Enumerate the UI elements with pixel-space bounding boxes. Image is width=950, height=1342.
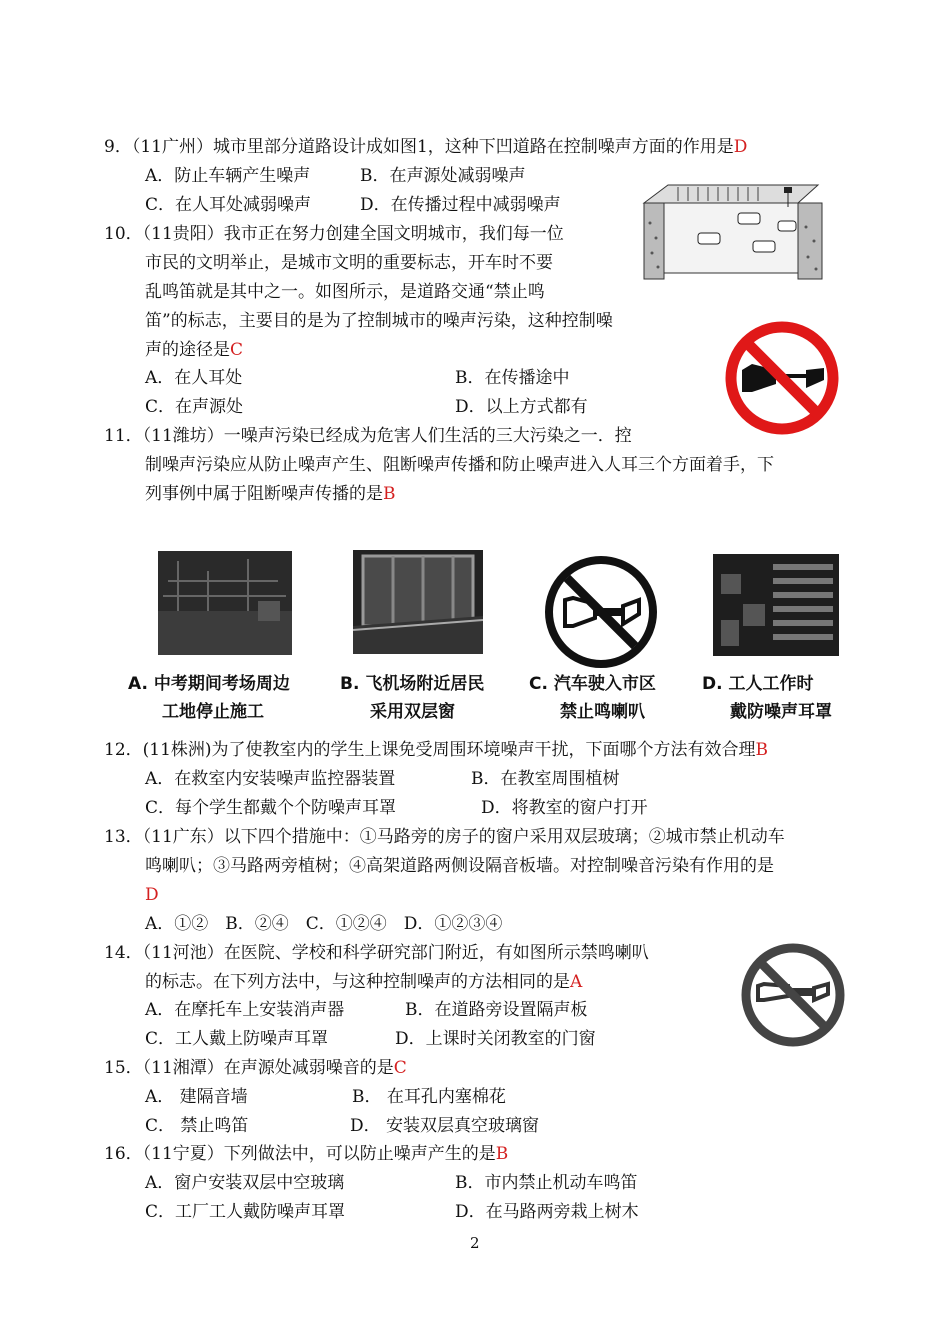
q16-stem: 16．（11宁夏）下列做法中，可以防止噪声产生的是B [104,1144,509,1164]
q13-options: A．①② B．②④ C．①②④ D．①②③④ [145,914,503,934]
q11-caption-c-line-2: 禁止鸣喇叭 [560,702,645,722]
q11-caption-a-line-1: A. 中考期间考场周边 [128,674,290,694]
q16-option-c: C．工厂工人戴防噪声耳罩 [145,1202,346,1222]
q12-stem: 12．(11株洲)为了使教室内的学生上课免受周围环境噪声干扰，下面哪个方法有效合理B [104,740,769,760]
q10-option-d: D．以上方式都有 [455,397,588,417]
q10-line-5: 声的途径是C [145,340,244,360]
q11-caption-d-line-1: D. 工人工作时 [702,674,814,694]
q13-line-2: 鸣喇叭；③马路两旁植树；④高架道路两侧设隔音板墙。对控制噪音污染有作用的是 [145,856,774,876]
q16-answer: B [495,1144,509,1164]
q14-line-1: 14．（11河池）在医院、学校和科学研究部门附近，有如图所示禁鸣喇叭 [104,943,649,963]
q12-option-d: D．将教室的窗户打开 [481,798,648,818]
q9-option-d: D．在传播过程中减弱噪声 [360,195,561,215]
no-horn-sign-icon [543,554,659,670]
q11-line-3: 列事例中属于阻断噪声传播的是B [145,484,396,504]
q9-answer: D [733,137,748,157]
q15-option-a: A． 建隔音墙 [145,1087,248,1107]
q16-option-a: A．窗户安装双层中空玻璃 [145,1173,345,1193]
no-horn-sign-grey-icon [740,942,846,1048]
q12-option-b: B．在教室周围植树 [471,769,620,789]
q15-option-c: C． 禁止鸣笛 [145,1116,249,1136]
q10-line-2: 市民的文明举止，是城市文明的重要标志，开车时不要 [145,253,553,273]
q16-option-d: D．在马路两旁栽上树木 [455,1202,639,1222]
q10-option-c: C．在声源处 [145,397,244,417]
q12-option-c: C．每个学生都戴个个防噪声耳罩 [145,798,397,818]
q11-caption-b-line-2: 采用双层窗 [370,702,455,722]
q11-caption-a-line-2: 工地停止施工 [162,702,264,722]
q14-option-d: D．上课时关闭教室的门窗 [395,1029,596,1049]
q12-option-a: A．在救室内安装噪声监控器装置 [145,769,396,789]
q11-line-2: 制噪声污染应从防止噪声产生、阻断噪声传播和防止噪声进入人耳三个方面着手，下 [145,455,774,475]
q14-answer: A [570,972,583,992]
q13-answer: D [145,885,159,905]
double-glazed-window-photo [353,550,483,654]
q15-option-d: D． 安装双层真空玻璃窗 [350,1116,540,1136]
q11-caption-b-line-1: B. 飞机场附近居民 [340,674,485,694]
q13-line-1: 13．（11广东）以下四个措施中：①马路旁的房子的窗户采用双层玻璃；②城市禁止机动车 [104,827,785,847]
construction-site-photo [158,551,292,655]
q10-option-a: A．在人耳处 [145,368,243,388]
q15-option-b: B． 在耳孔内塞棉花 [352,1087,506,1107]
factory-workers-photo [713,554,839,656]
q14-option-a: A．在摩托车上安装消声器 [145,1000,345,1020]
q15-stem: 15．（11湘潭）在声源处减弱噪音的是C [104,1058,407,1078]
sunken-road-figure [638,183,830,283]
q10-line-4: 笛”的标志，主要目的是为了控制城市的噪声污染，这种控制噪 [145,311,613,331]
q10-line-1: 10．（11贵阳）我市正在努力创建全国文明城市，我们每一位 [104,224,564,244]
q9-option-a: A．防止车辆产生噪声 [145,166,311,186]
q14-option-c: C．工人戴上防噪声耳罩 [145,1029,329,1049]
q9-stem: 9．（11广州）城市里部分道路设计成如图1，这种下凹道路在控制噪声方面的作用是D [104,137,748,157]
q11-answer: B [383,484,396,504]
q14-line-2: 的标志。在下列方法中，与这种控制噪声的方法相同的是A [145,972,583,992]
q11-line-1: 11．（11潍坊）一噪声污染已经成为危害人们生活的三大污染之一．控 [104,426,632,446]
q10-option-b: B．在传播途中 [455,368,570,388]
q15-answer: C [393,1058,407,1078]
q16-option-b: B．市内禁止机动车鸣笛 [455,1173,638,1193]
q11-caption-d-line-2: 戴防噪声耳罩 [730,702,832,722]
q14-option-b: B．在道路旁设置隔声板 [405,1000,588,1020]
q11-caption-c-line-1: C. 汽车驶入市区 [529,674,656,694]
q12-answer: B [755,740,769,760]
q9-option-c: C．在人耳处减弱噪声 [145,195,312,215]
q10-answer: C [230,340,244,360]
page-number: 2 [470,1234,480,1252]
q9-option-b: B．在声源处减弱噪声 [360,166,526,186]
q10-line-3: 乱鸣笛就是其中之一。如图所示，是道路交通“禁止鸣 [145,282,545,302]
no-horn-sign-red-icon [724,320,840,436]
